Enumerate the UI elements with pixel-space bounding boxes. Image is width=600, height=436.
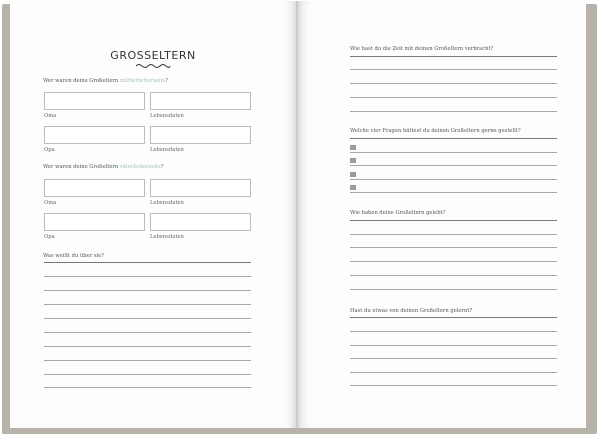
writing-line[interactable] <box>44 374 251 375</box>
writing-line[interactable] <box>350 261 557 262</box>
label-lebensdaten: Lebensdaten <box>150 147 184 153</box>
paternal-oma-name-box[interactable] <box>44 179 145 197</box>
question-maternal: Wer waren deine Großeltern mütterlicherseits? <box>43 78 168 84</box>
label-oma: Oma <box>44 113 57 119</box>
bullet-square-icon <box>350 185 356 190</box>
writing-line[interactable] <box>44 387 251 388</box>
left-page <box>10 1 296 428</box>
writing-line[interactable] <box>44 318 251 319</box>
question-learned: Hast du etwas von deinen Großeltern gelernt? <box>350 308 473 314</box>
label-opa: Opa <box>44 234 55 240</box>
bullet-square-icon <box>350 172 356 177</box>
writing-line[interactable] <box>44 276 251 277</box>
question-lived: Wie haben deine Großeltern gelebt? <box>350 210 446 216</box>
writing-line[interactable] <box>350 345 557 346</box>
writing-line[interactable] <box>350 331 557 332</box>
writing-line[interactable] <box>350 83 557 84</box>
page-title: GROSSELTERN <box>110 49 196 62</box>
writing-line[interactable] <box>44 290 251 291</box>
writing-line[interactable] <box>350 317 557 318</box>
writing-line[interactable] <box>44 304 251 305</box>
writing-line[interactable] <box>44 332 251 333</box>
label-lebensdaten: Lebensdaten <box>150 200 184 206</box>
writing-line[interactable] <box>44 360 251 361</box>
writing-line[interactable] <box>350 179 557 180</box>
label-opa: Opa <box>44 147 55 153</box>
writing-line[interactable] <box>350 56 557 57</box>
bullet-square-icon <box>350 158 356 163</box>
writing-line[interactable] <box>350 289 557 290</box>
wave-ornament-icon <box>135 63 171 69</box>
paternal-opa-name-box[interactable] <box>44 213 145 231</box>
writing-line[interactable] <box>350 275 557 276</box>
writing-line[interactable] <box>350 97 557 98</box>
writing-line[interactable] <box>350 192 557 193</box>
writing-line[interactable] <box>350 358 557 359</box>
writing-line[interactable] <box>350 165 557 166</box>
writing-line[interactable] <box>350 372 557 373</box>
label-lebensdaten: Lebensdaten <box>150 234 184 240</box>
question-time: Wie hast du die Zeit mit deinen Großeltern verbracht? <box>350 46 494 52</box>
paternal-oma-dates-box[interactable] <box>150 179 251 197</box>
right-page <box>298 1 586 428</box>
writing-line[interactable] <box>350 220 557 221</box>
question-know: Was weißt du über sie? <box>43 253 104 259</box>
writing-line[interactable] <box>350 247 557 248</box>
writing-line[interactable] <box>350 69 557 70</box>
maternal-oma-name-box[interactable] <box>44 92 145 110</box>
maternal-oma-dates-box[interactable] <box>150 92 251 110</box>
label-oma: Oma <box>44 200 57 206</box>
bullet-square-icon <box>350 145 356 150</box>
maternal-opa-dates-box[interactable] <box>150 126 251 144</box>
question-paternal: Wer waren deine Großeltern väterlicherseits? <box>43 164 164 170</box>
writing-line[interactable] <box>350 234 557 235</box>
writing-line[interactable] <box>44 346 251 347</box>
writing-line[interactable] <box>44 262 251 263</box>
maternal-opa-name-box[interactable] <box>44 126 145 144</box>
paternal-opa-dates-box[interactable] <box>150 213 251 231</box>
writing-line[interactable] <box>350 138 557 139</box>
question-four-questions: Welche vier Fragen hättest du deinen Großeltern gerne gestellt? <box>350 128 521 134</box>
label-lebensdaten: Lebensdaten <box>150 113 184 119</box>
writing-line[interactable] <box>350 385 557 386</box>
writing-line[interactable] <box>350 111 557 112</box>
writing-line[interactable] <box>350 152 557 153</box>
